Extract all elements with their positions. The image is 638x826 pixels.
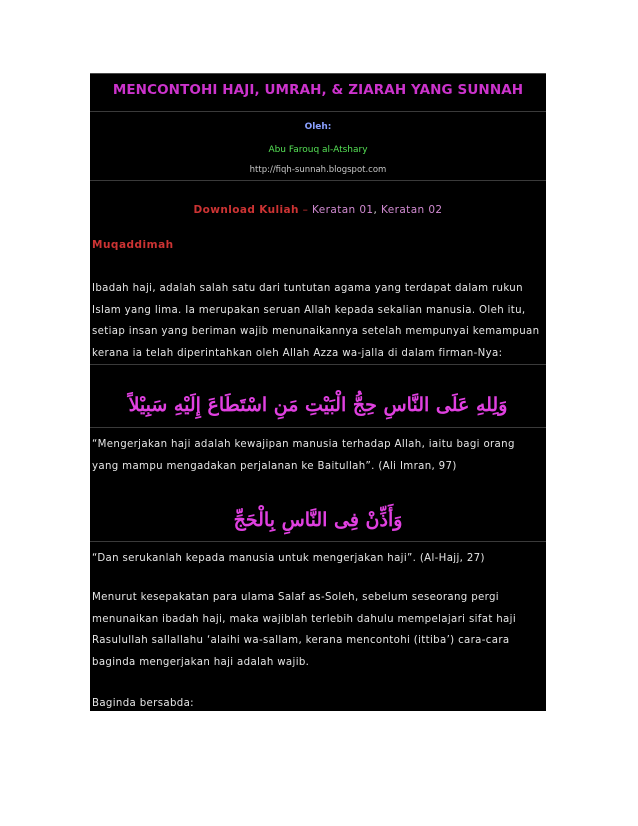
divider: [90, 427, 546, 428]
author-name: Abu Farouq al-Atshary: [268, 145, 368, 155]
byline-label: Oleh:: [304, 122, 332, 132]
page-title: MENCONTOHI HAJI, UMRAH, & ZIARAH YANG SUNNAH: [112, 82, 524, 98]
blog-url-link[interactable]: http://fiqh-sunnah.blogspot.com: [249, 165, 387, 175]
divider: [90, 180, 546, 181]
divider: [90, 541, 546, 542]
download-comma: ,: [373, 204, 381, 216]
document-page: [90, 73, 546, 711]
divider: [90, 111, 546, 112]
paragraph-translation-1: “Mengerjakan haji adalah kewajipan manusia terhadap Allah, iaitu bagi orang yang mampu mengadakan perjalanan ke Baitullah”. (Ali Imran, 97): [92, 439, 515, 472]
paragraph-translation-2: “Dan serukanlah kepada manusia untuk mengerjakan haji”. (Al-Hajj, 27): [92, 553, 485, 564]
arabic-verse-2: وَأَذِّنْ فِى النَّاسِ بِالْحَجِّ: [233, 509, 403, 531]
paragraph-intro: Ibadah haji, adalah salah satu dari tuntutan agama yang terdapat dalam rukun Islam yang lima. Ia merupakan seruan Allah kepada sekalian manusia. Oleh itu, setiap insan yang beriman wajib menunaikannya setelah mempunyai kemampuan kerana ia telah diperintahkan oleh Allah Azza wa-jalla di dalam firman-Nya:: [92, 283, 540, 359]
section-heading: Muqaddimah: [92, 239, 174, 251]
divider: [90, 364, 546, 365]
download-line: [90, 204, 546, 216]
paragraph-ulama: Menurut kesepakatan para ulama Salaf as-Soleh, sebelum seseorang pergi menunaikan ibadah haji, maka wajiblah terlebih dahulu mempelajari sifat haji Rasulullah sallallahu ‘alaihi wa-sallam, kerana mencontohi (ittiba’) cara-cara baginda mengerjakan haji adalah wajib.: [92, 592, 517, 668]
arabic-verse-1: وَلِلهِ عَلَى النَّاسِ حِجُّ الْبَيْتِ مَنِ اسْتَطَاعَ إِلَيْهِ سَبِيْلاً: [128, 394, 508, 416]
download-dash: –: [298, 204, 313, 216]
download-label: Download Kuliah: [193, 204, 299, 216]
keratan-02-link[interactable]: Keratan 02: [381, 204, 443, 216]
paragraph-sabda: Baginda bersabda:: [92, 698, 194, 709]
keratan-01-link[interactable]: Keratan 01: [312, 204, 374, 216]
